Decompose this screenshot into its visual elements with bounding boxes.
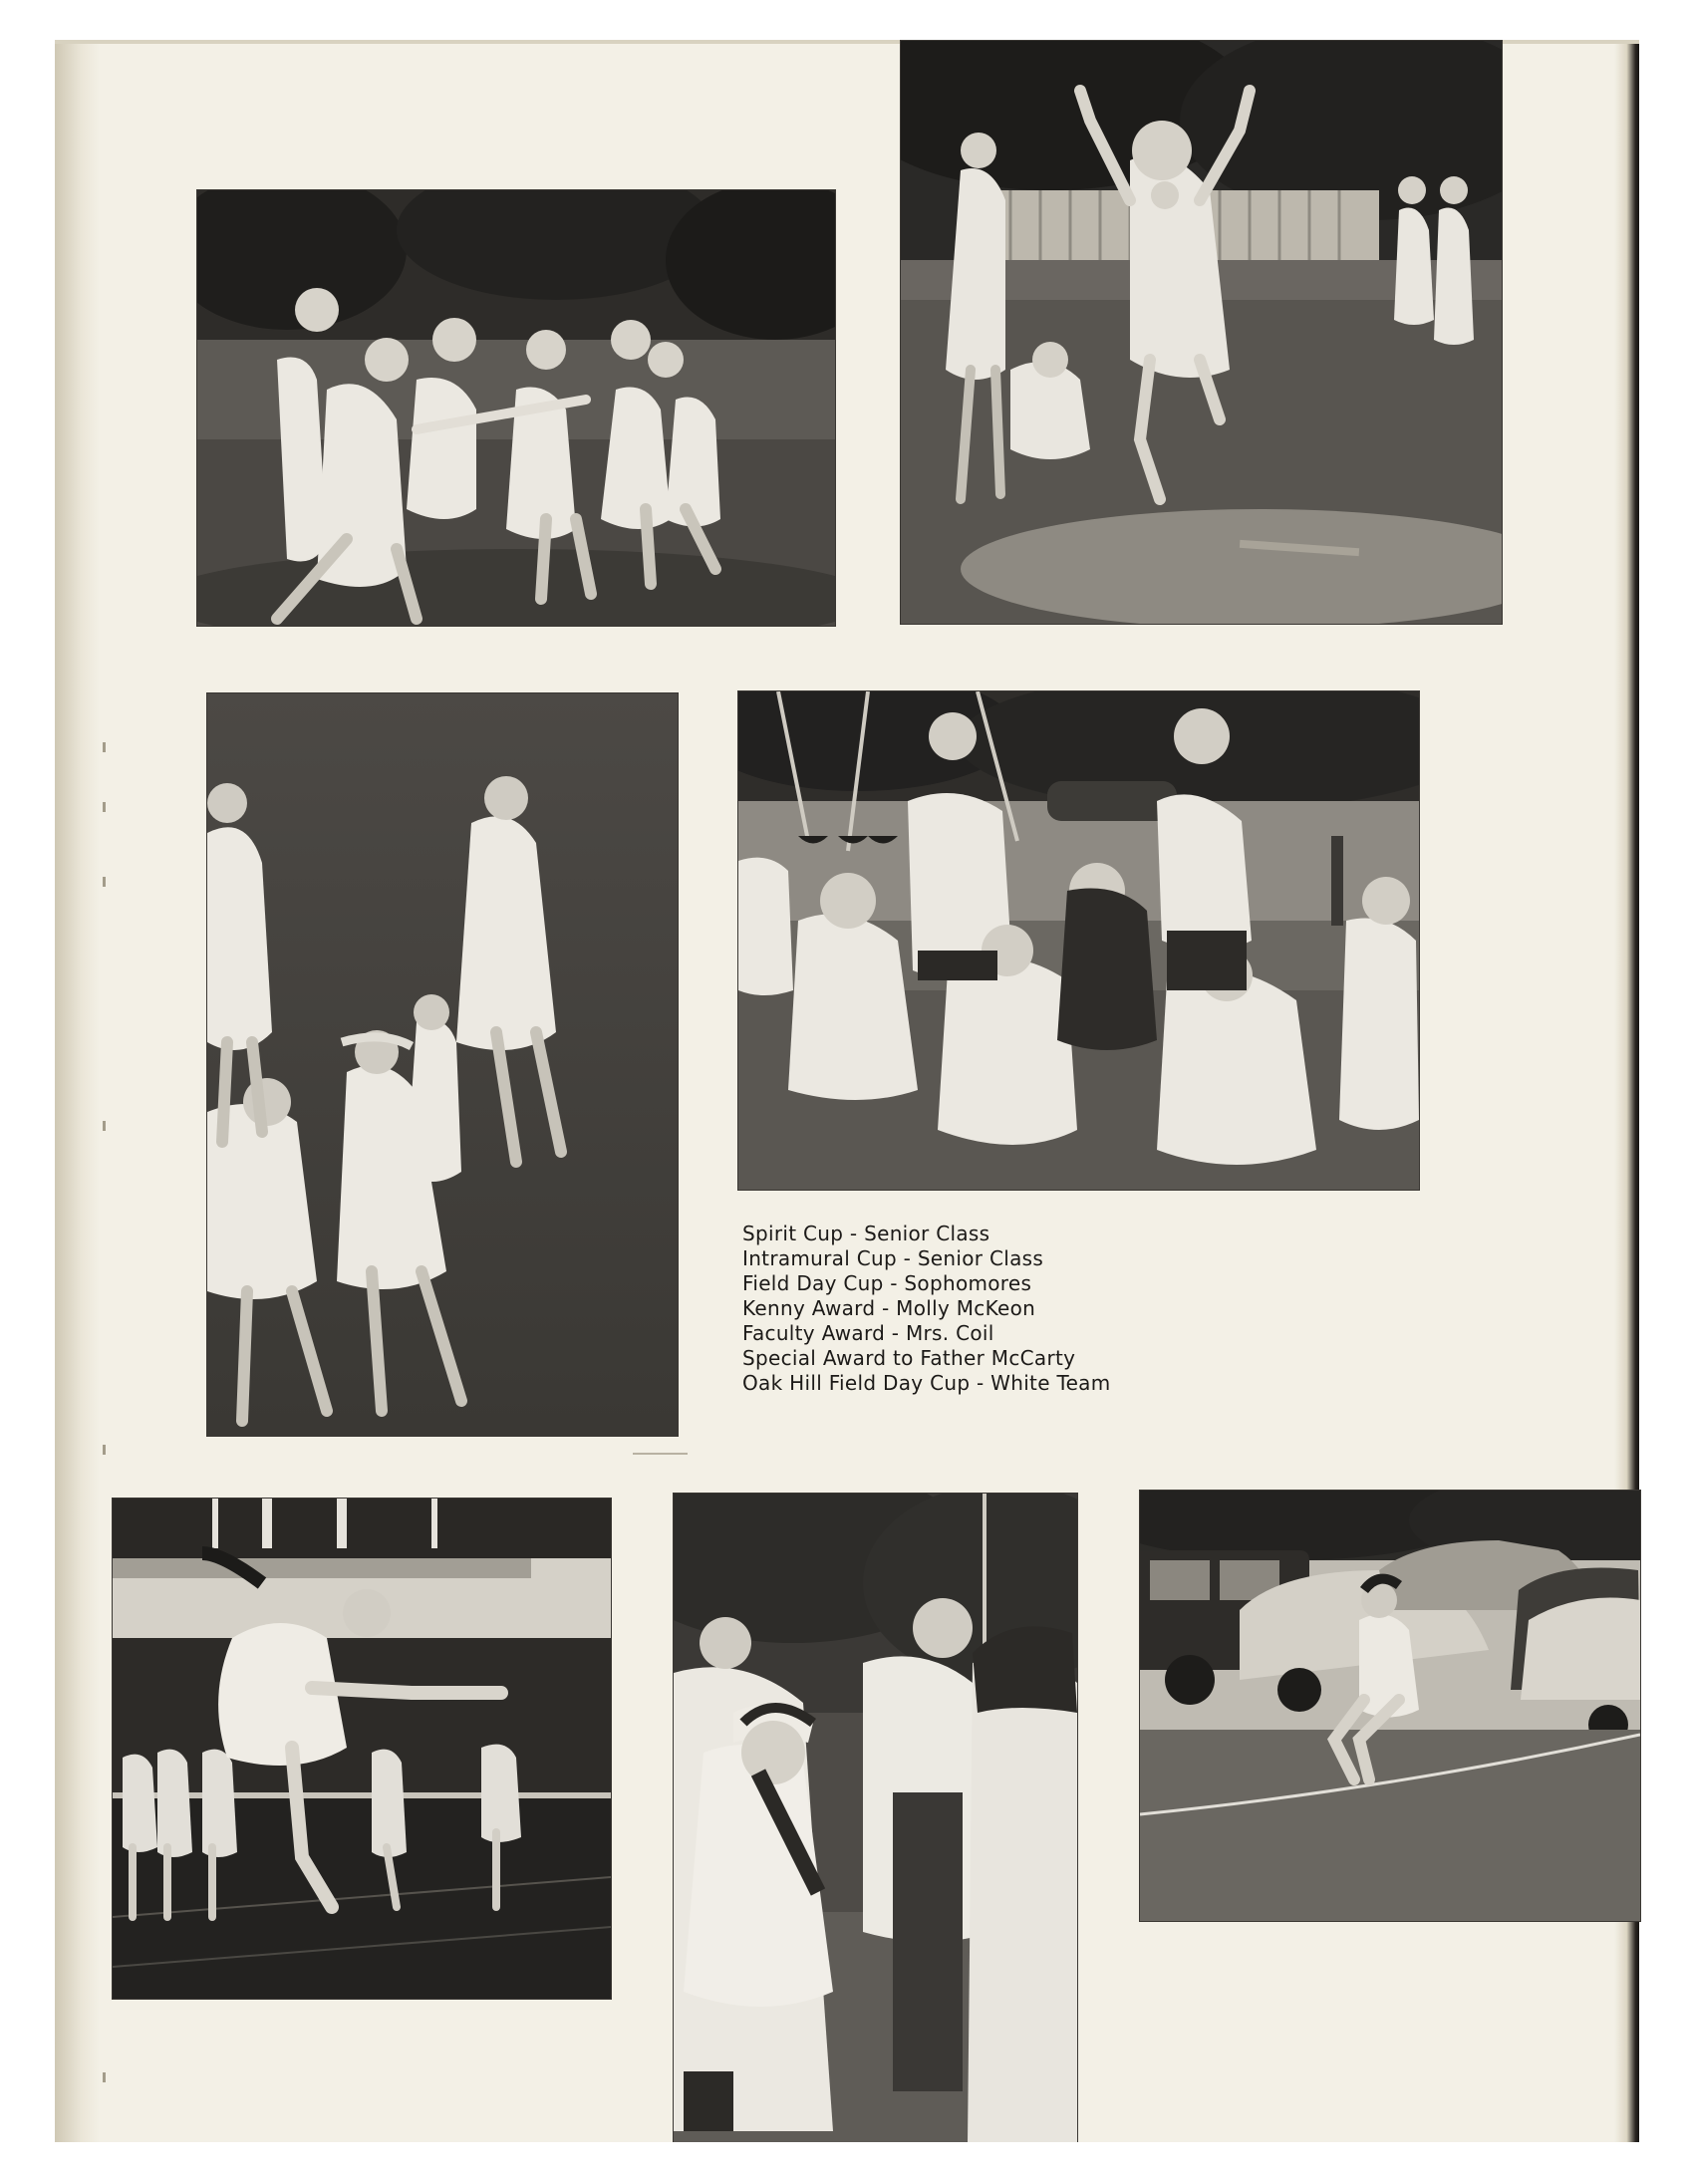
photo-playground-game	[737, 690, 1420, 1191]
binding-tick	[103, 802, 106, 812]
binding-tick	[103, 742, 106, 752]
award-kenny-award: Kenny Award - Molly McKeon	[742, 1296, 1036, 1320]
award-oak-hill-cup: Oak Hill Field Day Cup - White Team	[742, 1371, 1111, 1395]
photo-girls-on-field	[206, 692, 679, 1437]
photo-long-jump	[900, 40, 1503, 625]
page-bottom-band	[55, 2142, 1639, 2184]
binding-shadow	[55, 40, 100, 2147]
binding-tick	[103, 1121, 106, 1131]
photo-gym-high-kick	[112, 1498, 612, 2000]
binding-tick	[103, 2072, 106, 2082]
photo-girls-lineup	[196, 189, 836, 627]
photo-award-winner-sash	[673, 1493, 1078, 2144]
award-special-award: Special Award to Father McCarty	[742, 1346, 1076, 1370]
award-field-day-cup: Field Day Cup - Sophomores	[742, 1271, 1032, 1295]
award-faculty-award: Faculty Award - Mrs. Coil	[742, 1321, 994, 1345]
awards-caption	[742, 1222, 1340, 1396]
award-spirit-cup: Spirit Cup - Senior Class	[742, 1222, 990, 1245]
photo-rope-jump	[1139, 1490, 1641, 1922]
stray-mark	[633, 1453, 688, 1455]
binding-tick	[103, 877, 106, 887]
binding-tick	[103, 1445, 106, 1455]
award-intramural-cup: Intramural Cup - Senior Class	[742, 1246, 1044, 1270]
